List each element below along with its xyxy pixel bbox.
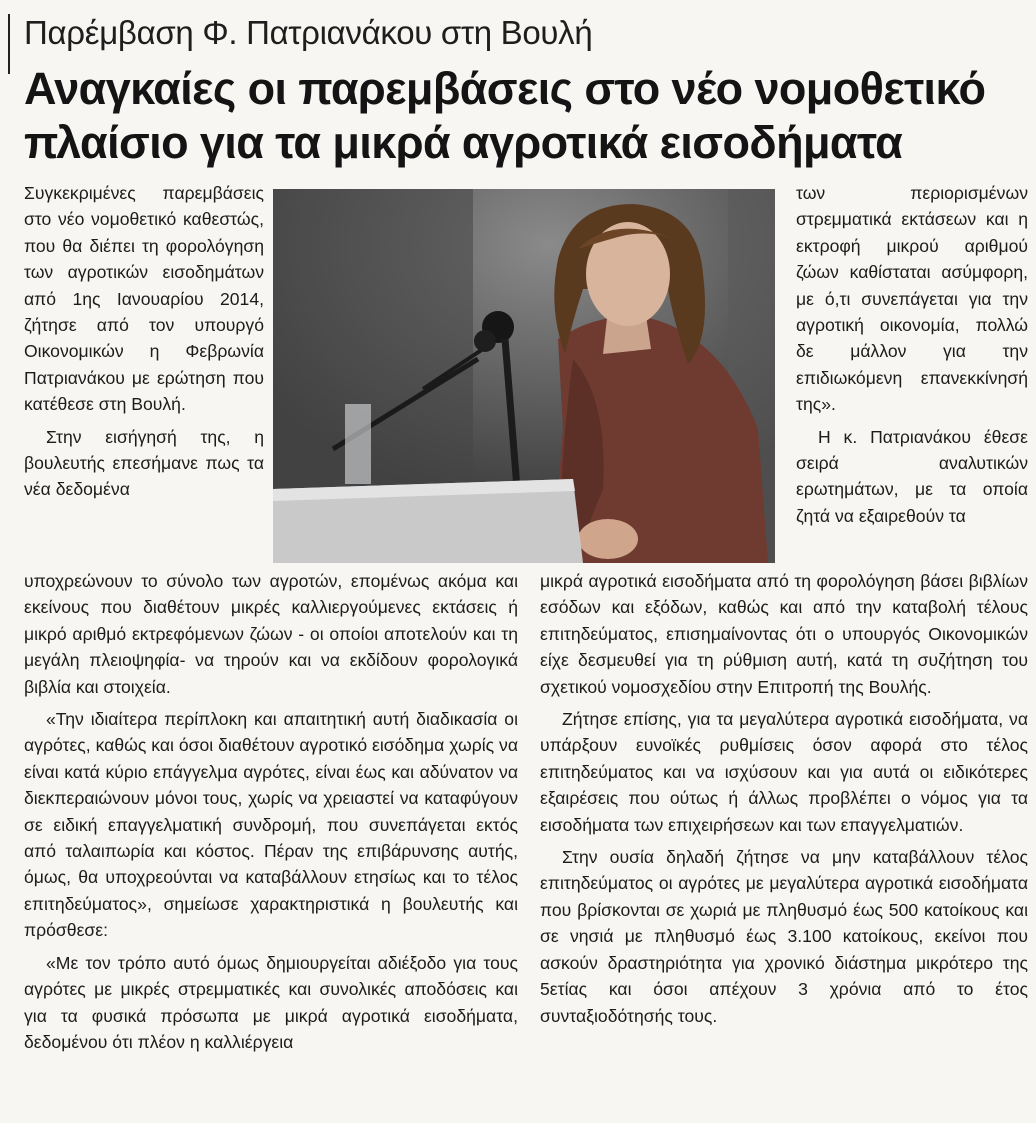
paragraph: Ζήτησε επίσης, για τα μεγαλύτερα αγροτικά εισοδήματα, να υπάρξουν ευνοϊκές ρυθμίσεις όσον αφορά στο τέλος επιτηδεύματος και να ισχύσουν και για αυτά οι ειδικότερες εξαιρέσεις που ούτως ή άλλως προβλέπει ο νόμος για τα εισοδήματα των επιχειρήσεων και των επαγγελματιών. bbox=[540, 709, 1028, 835]
column-left-bottom bbox=[24, 568, 518, 1055]
column-right-bottom bbox=[540, 568, 1028, 1029]
column-left-top bbox=[24, 180, 264, 503]
paragraph: υποχρεώνουν το σύνολο των αγροτών, επομένως ακόμα και εκείνους που διαθέτουν μικρές καλλιεργούμενες εκτάσεις ή μικρό αριθμό εκτρεφόμενων ζώων - οι οποίοι αποτελούν και τη μεγάλη πλειοψηφία- να τηρούν και να εκδίδουν φορολογικά βιβλία και στοιχεία. bbox=[24, 571, 518, 697]
paragraph: των περιορισμένων στρεμματικά εκτάσεων και η εκτροφή μικρού αριθμού ζώων καθίσταται ασύμφορη, με ό,τι συνεπάγεται για την αγροτική οικονομία, πολλώ δε μάλλον για την επιδιωκόμενη επανεκκίνησή της». bbox=[796, 183, 1028, 415]
article-kicker: Παρέμβαση Φ. Πατριανάκου στη Βουλή bbox=[24, 14, 593, 51]
paragraph: Συγκεκριμένες παρεμβάσεις στο νέο νομοθετικό καθεστώς, που θα διέπει τη φορολόγηση των αγροτικών εισοδημάτων από 1ης Ιανουαρίου 2014, ζήτησε από τον υπουργό Οικονομικών η Φεβρωνία Πατριανάκου με ερώτηση που κατέθεσε στη Βουλή. bbox=[24, 183, 264, 415]
speaker-photo bbox=[273, 189, 775, 563]
article-headline: Αναγκαίες οι παρεμβάσεις στο νέο νομοθετικό πλαίσιο για τα μικρά αγροτικά εισοδήματα bbox=[24, 63, 986, 168]
paragraph: «Με τον τρόπο αυτό όμως δημιουργείται αδιέξοδο για τους αγρότες με μικρές στρεμματικές και συνολικές αποδόσεις και για τα φυσικά πρόσωπα με μικρά αγροτικά εισοδήματα, δεδομένου ότι πλέον η καλλιέργεια bbox=[24, 952, 518, 1052]
paragraph: «Την ιδιαίτερα περίπλοκη και απαιτητική αυτή διαδικασία οι αγρότες, καθώς και όσοι διαθέτουν αγροτικό εισόδημα χωρίς να είναι κατά κύριο επάγγελμα αγρότες, είναι έως και αδύνατον να διεκπεραιώνουν μόνοι τους, χωρίς να χρειαστεί να καταφύγουν σε ειδική επαγγελματική συνδρομή, που συνεπάγεται εκτός από ταλαιπωρία και κόστος. Πέραν της επιβάρυνσης αυτής, όμως, θα υποχρεούνται να καταβάλλουν ετησίως και το τέλος επιτηδεύματος», σημείωσε χαρακτηριστικά η βουλευτής και πρόσθεσε: bbox=[24, 709, 518, 941]
paragraph: Η κ. Πατριανάκου έθεσε σειρά αναλυτικών ερωτημάτων, με τα οποία ζητά να εξαιρεθούν τα bbox=[796, 426, 1028, 526]
paragraph: Στην εισήγησή της, η βουλευτής επεσήμανε πως τα νέα δεδομένα bbox=[24, 426, 264, 500]
column-rule bbox=[8, 14, 10, 74]
paragraph: μικρά αγροτικά εισοδήματα από τη φορολόγηση βάσει βιβλίων εσόδων και εξόδων, καθώς και από την καταβολή τέλους επιτηδεύματος, επισημαίνοντας ότι ο υπουργός Οικονομικών είχε δεσμευθεί για τη ρύθμιση αυτή, κατά τη συζήτηση του σχετικού νομοσχεδίου στην Επιτροπή της Βουλής. bbox=[540, 571, 1028, 697]
column-right-top bbox=[796, 180, 1028, 529]
paragraph: Στην ουσία δηλαδή ζήτησε να μην καταβάλλουν τέλος επιτηδεύματος οι αγρότες με μεγαλύτερα αγροτικά εισοδήματα που βρίσκονται σε χωριά με πληθυσμό έως 500 κατοίκους και σε νησιά με πληθυσμό έως 3.100 κατοίκους, εκείνοι που ασκούν δραστηριότητα για χρονικό διάστημα μικρότερο της 5ετίας και όσοι απέχουν 3 χρόνια από το έτος συνταξιοδότησής τους. bbox=[540, 847, 1028, 1026]
article-photo bbox=[273, 189, 775, 563]
